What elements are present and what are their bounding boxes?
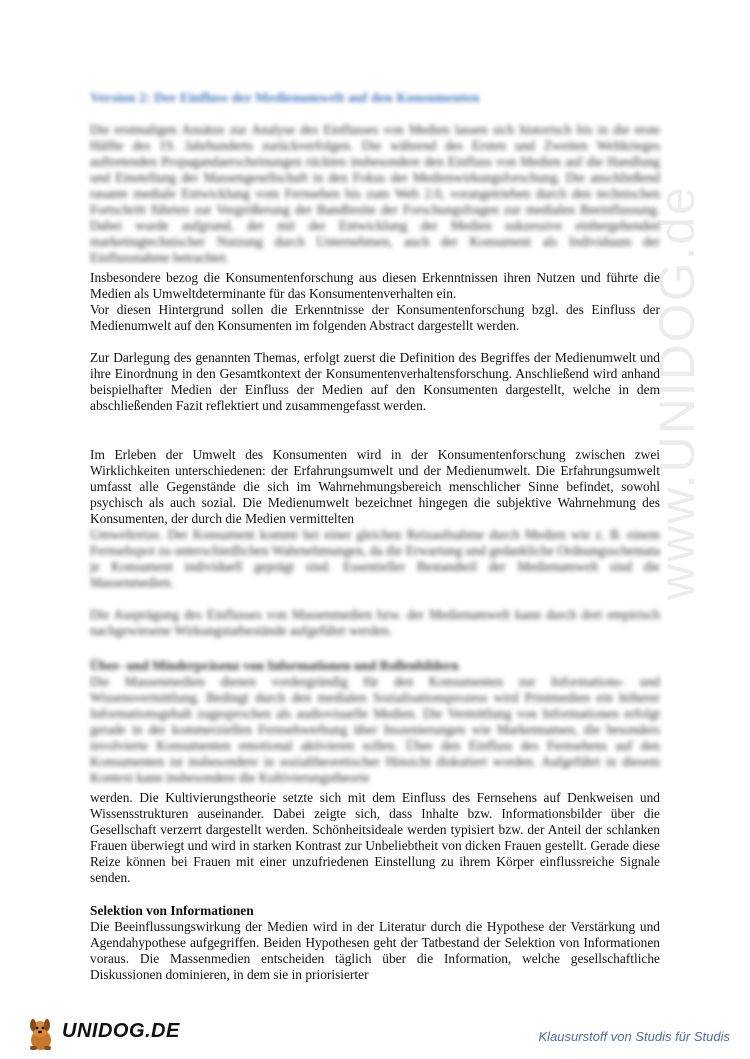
blurred-paragraph-umweltreize: Umweltreize. Der Konsument kommt bei einer gleichen Reizaufnahme durch Medien wie z. B. einem Fernsehspot zu unterschiedlichen Wahrnehmungen, da die Erwartung und gedankliche Ordnungsschemata je Konsument individuell geprägt sind. Essentieller Bestandteil der Medienumwelt sind die Massenmedien.: [90, 527, 660, 590]
blurred-paragraph-massenmedien: Die Massenmedien dienen vordergründig für den Konsumenten zur Informations- und Wissensvermittlung. Bedingt durch den medialen Sozialisationsprozess wird Printmedien ein höherer Informationsgehalt zugesprochen als audiovisuelle Medien. Die Vermittlung von Informationen erfolgt gerade in der kommerziellen Fernsehwerbung über Inszenierungen wie Markennamen, die besonders involvierte Konsumenten emotional aktivieren sollen. Über den Einfluss des Fernsehens auf den Konsumenten ist insbesondere in sozialtheoretischer Hinsicht diskutiert worden. Aufgeführt in diesem Kontext kann insbesondere die Kultivierungstheorie: [90, 674, 660, 785]
watermark: www.UNIDOG.de: [649, 185, 705, 600]
unidog-logo[interactable]: [18, 1014, 178, 1054]
subheading-selektion: Selektion von Informationen: [90, 903, 254, 918]
paragraph-kultivierung: werden. Die Kultivierungstheorie setzte sich mit dem Einfluss des Fernsehens auf Denkweisen und Wissensstrukturen auseinander. Dabei zeigte sich, dass Inhalte bzw. Informationsbilder über die Gesellschaft verzerrt dargestellt werden. Schönheitsideale werden typisiert bzw. der Anteil der schlanken Frauen überwiegt und wird in starken Kontrast zur Unbeliebtheit von dicken Frauen gestellt. Gerade diese Reize können bei Frauen mit einer unzufriedenen Einstellung zu ihrem Körper einflussreiche Signale senden.: [90, 790, 660, 885]
logo-text: UNIDOG.DE: [62, 1020, 180, 1042]
footer-slogan: Klausurstoff von Studis für Studis: [538, 1029, 730, 1044]
paragraph-selektion: Die Beeinflussungswirkung der Medien wird in der Literatur durch die Hypothese der Verstärkung und Agendahypothese aufgegriffen. Beiden Hypothesen geht der Tatbestand der Selektion von Informationen voraus. Die Massenmedien entscheiden täglich über die Information, welche gesellschaftliche Diskussionen dominieren, in dem sie in priorisierter: [90, 919, 660, 982]
paragraph-konsumentenforschung: Insbesondere bezog die Konsumentenforschung aus diesen Erkenntnissen ihren Nutzen und führte die Medien als Umweltdeterminante für das Konsumentenverhalten ein.: [90, 270, 660, 301]
paragraph-hintergrund: Vor diesen Hintergrund sollen die Erkenntnisse der Konsumentenforschung bzgl. des Einfluss der Medienumwelt auf den Konsumenten im folgenden Abstract dargestellt werden.: [90, 302, 660, 333]
paragraph-umwelt: Im Erleben der Umwelt des Konsumenten wird in der Konsumentenforschung zwischen zwei Wirklichkeiten unterschiedenen: der Erfahrungsumwelt und der Medienumwelt. Die Erfahrungsumwelt umfasst alle Gegenstände die sich im Wahrnehmungsbereich menschlicher Sinne befindet, sowohl psychisch als auch sozial. Die Medienumwelt bezeichnet hingegen die subjektive Wahrnehmung des Konsumenten, der durch die Medien vermittelten: [90, 447, 660, 526]
section-title: Version 2: Der Einfluss der Medienumwelt auf den Konsumenten: [90, 91, 480, 106]
paragraph-darlegung: Zur Darlegung des genannten Themas, erfolgt zuerst die Definition des Begriffes der Medienumwelt und ihre Einordnung in den Gesamtkontext der Konsumentenverhaltensforschung. Anschließend wird anhand beispielhafter Medien der Einfluss der Medien auf den Konsumenten dargestellt, welche in dem abschließenden Fazit reflektiert und zusammengefasst werden.: [90, 350, 660, 413]
blurred-subheading-praesenz: Über- und Minderpräsenz von Informationen und Rollenbildern: [90, 658, 459, 673]
dog-mascot-icon: [26, 1016, 56, 1052]
blurred-intro-paragraph: Die erstmaligen Ansätze zur Analyse des Einflusses von Medien lassen sich historisch bis in die erste Hälfte des 19. Jahrhunderts zurückverfolgen. Die während des Ersten und Zweiten Weltkrieges auftretenden Propagandaerscheinungen rückten insbesondere den Einfluss von Medien auf die Handlung und Einstellung der Massengesellschaft in den Fokus der Medienwirkungsforschung. Die anschließend rasante mediale Entwicklung vom Fernsehen bis zum Web 2.0, vorangetrieben durch den technischen Fortschritt führten zur Vergrößerung der Bandbreite der Forschungsfragen zur medialen Beeinflussung. Dabei wurde aufgrund, der mit der Entwicklung der Medien sukzessive einhergehenden marketingtechnischer Nutzung durch Unternehmen, auch der Konsument als Individuum der Einflussnahme betrachtet.: [90, 122, 660, 265]
blurred-paragraph-auspraegung: Die Ausprägung des Einflusses von Massenmedien bzw. der Medienumwelt kann durch drei empirisch nachgewiesene Wirkungstatbestände aufgeführt werden.: [90, 607, 660, 638]
